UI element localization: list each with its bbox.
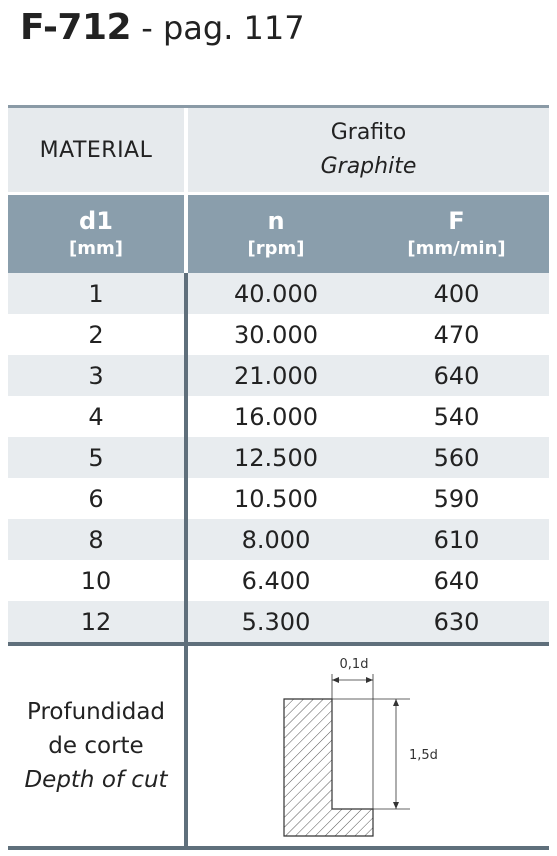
cell-d1: 10 [80,566,112,595]
cell-group [188,396,549,437]
depth-dimension-label: 1,5d [409,748,438,763]
cell-group [188,314,549,355]
material-name: Grafito [330,120,407,145]
table-row [8,273,549,314]
table-row [8,519,549,560]
cell-d1: 3 [88,361,104,390]
table-bottom-rule [8,846,549,850]
table-row [8,396,549,437]
header-group [188,195,549,273]
cell-d1: 4 [88,402,104,431]
material-name-english: Graphite [320,154,417,179]
cell-d1: 1 [88,279,104,308]
cell-f: 470 [433,320,480,349]
header-unit: [mm/min] [407,238,506,259]
table-row [8,355,549,396]
header-symbol: n [267,207,285,235]
cell-group [188,478,549,519]
depth-label-es-1: Profundidad [26,699,166,725]
cell-group [188,355,549,396]
table-row [8,437,549,478]
material-label: MATERIAL [39,137,153,163]
cell-n: 30.000 [234,320,318,349]
cell-f: 610 [433,525,480,554]
cell-n: 16.000 [234,402,318,431]
cell-n: 40.000 [234,279,318,308]
header-symbol: d1 [79,207,113,235]
cell-n: 5.300 [241,607,311,636]
width-dimension-label: 0,1d [339,657,369,672]
header-n [188,195,364,273]
depth-label-es-2: de corte [48,733,144,759]
cell-group [188,601,549,642]
depth-diagram-cell [188,646,549,846]
product-code: F-712 [20,7,132,48]
depth-label-en: Depth of cut [24,767,168,793]
depth-label-cell [8,646,184,846]
depth-arrow-top [393,699,399,706]
material-row [8,108,549,192]
cell-n: 12.500 [234,443,318,472]
page-title [20,6,305,50]
header-unit: [mm] [69,238,123,259]
column-header-row [8,195,549,273]
table-row [8,601,549,642]
table-body [8,273,549,642]
depth-arrow-bottom [393,802,399,809]
cell-d1: 5 [88,443,104,472]
width-arrow-right [366,677,373,683]
header-unit: [rpm] [247,238,305,259]
cell-d1: 12 [80,607,112,636]
cell-f: 590 [433,484,480,513]
width-arrow-left [332,677,339,683]
workpiece-section [284,699,373,836]
cell-f: 400 [433,279,480,308]
cell-f: 630 [433,607,480,636]
depth-of-cut-diagram [188,646,549,846]
cell-n: 10.500 [234,484,318,513]
material-cell [188,108,549,192]
cell-group [188,437,549,478]
table-row [8,560,549,601]
table-row [8,478,549,519]
header-symbol: F [448,207,465,235]
cell-f: 640 [433,361,480,390]
cell-d1: 6 [88,484,104,513]
cutting-data-table [8,105,549,850]
cell-f: 540 [433,402,480,431]
header-d1 [8,195,184,273]
cell-n: 6.400 [241,566,311,595]
cell-group [188,273,549,314]
cell-group [188,560,549,601]
cell-group [188,519,549,560]
page-reference: - pag. 117 [131,9,305,47]
cell-n: 21.000 [234,361,318,390]
cell-f: 560 [433,443,480,472]
cell-d1: 8 [88,525,104,554]
cell-d1: 2 [88,320,104,349]
cell-f: 640 [433,566,480,595]
table-row [8,314,549,355]
depth-of-cut-row [8,646,549,846]
header-f [364,195,549,273]
cell-n: 8.000 [241,525,311,554]
